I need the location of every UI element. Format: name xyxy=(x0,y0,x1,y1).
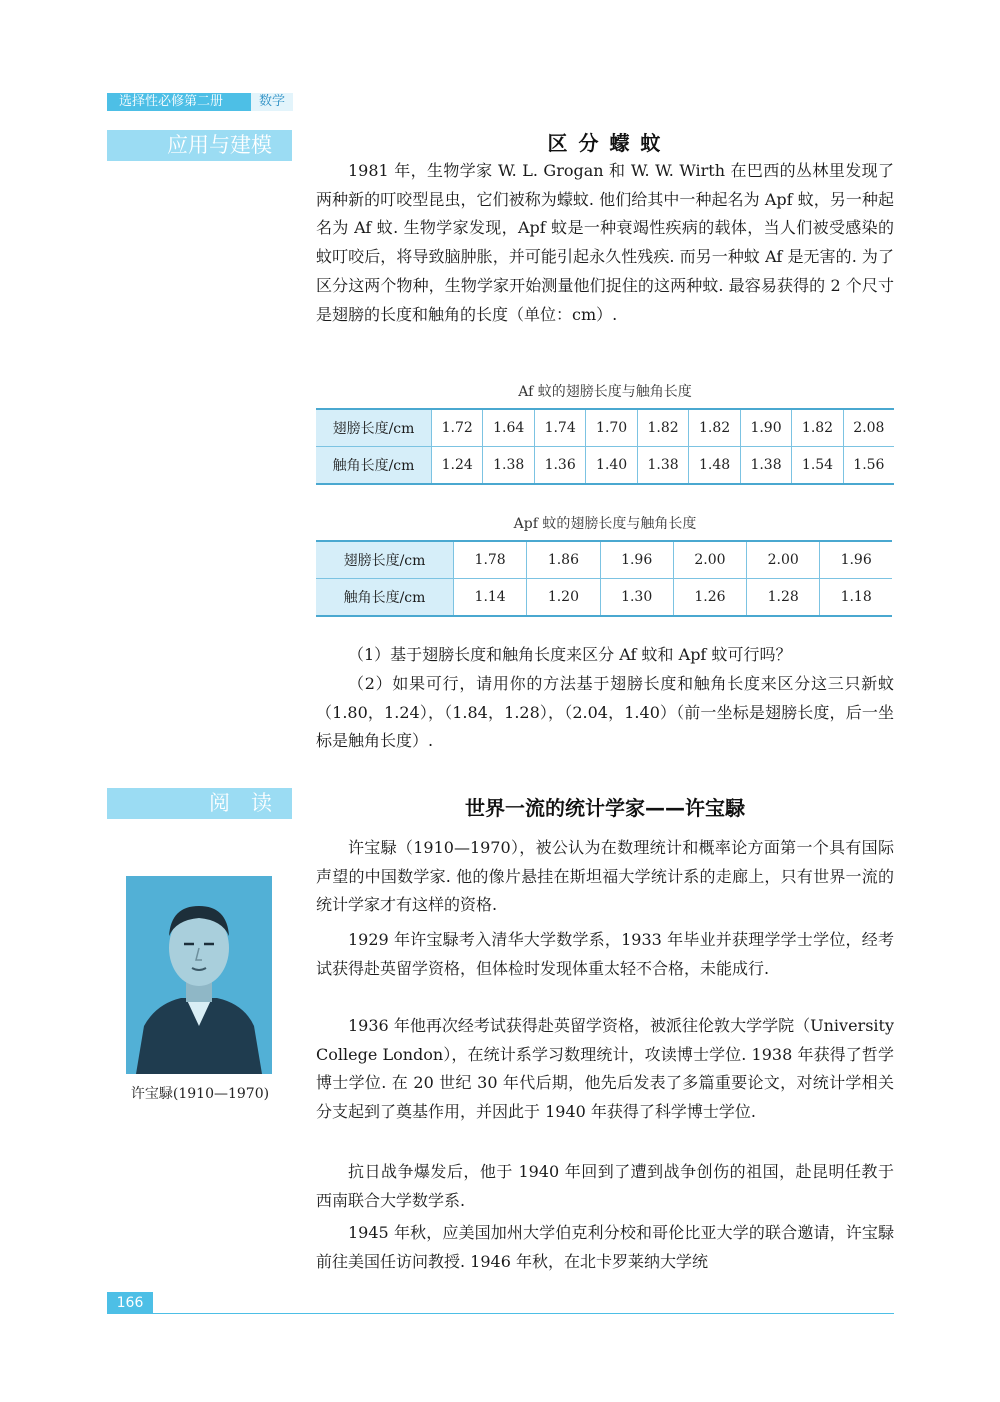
table-cell: 1.36 xyxy=(534,447,585,485)
table-row xyxy=(316,541,892,579)
portrait-illustration xyxy=(126,876,272,1074)
page-number: 166 xyxy=(107,1292,153,1314)
table-cell: 1.74 xyxy=(534,409,585,447)
table-cell: 1.18 xyxy=(820,579,892,617)
table2-caption: Apf 蚊的翅膀长度与触角长度 xyxy=(513,516,697,532)
question-1: （1）基于翅膀长度和触角长度来区分 Af 蚊和 Apf 蚊可行吗？ xyxy=(348,645,792,664)
table-cell: 1.82 xyxy=(792,409,843,447)
table-cell: 1.70 xyxy=(586,409,637,447)
table-cell: 1.38 xyxy=(740,447,791,485)
table-cell: 1.64 xyxy=(483,409,534,447)
reading-paragraph-4: 抗日战争爆发后，他于 1940 年回到了遭到战争创伤的祖国，赴昆明任教于西南联合大学数学系. xyxy=(316,1162,894,1210)
table-cell: 1.82 xyxy=(637,409,688,447)
table1-caption: Af 蚊的翅膀长度与触角长度 xyxy=(518,384,692,400)
book-title: 选择性必修第二册 xyxy=(107,93,251,111)
footer-rule xyxy=(153,1313,894,1314)
reading-title: 世界一流的统计学家——许宝騄 xyxy=(465,796,745,820)
apf-table xyxy=(316,540,892,617)
table-cell: 1.86 xyxy=(527,541,600,579)
table-cell: 1.14 xyxy=(454,579,527,617)
photo-caption: 许宝騄(1910—1970) xyxy=(130,1086,270,1102)
row-label: 翅膀长度/cm xyxy=(316,541,454,579)
table-cell: 1.38 xyxy=(637,447,688,485)
table-cell: 1.54 xyxy=(792,447,843,485)
table-row xyxy=(316,409,894,447)
table-cell: 1.72 xyxy=(432,409,483,447)
subject-label: 数学 xyxy=(251,93,293,111)
table-cell: 1.96 xyxy=(600,541,673,579)
reading-paragraph-1: 许宝騄（1910—1970），被公认为在数理统计和概率论方面第一个具有国际声望的中国数学家. 他的像片悬挂在斯坦福大学统计系的走廊上，只有世界一流的统计学家才有这样的资格. xyxy=(316,838,894,915)
table-cell: 1.82 xyxy=(689,409,740,447)
table-cell: 2.00 xyxy=(673,541,746,579)
row-label: 翅膀长度/cm xyxy=(316,409,432,447)
table-cell: 1.90 xyxy=(740,409,791,447)
table-cell: 1.20 xyxy=(527,579,600,617)
portrait-photo xyxy=(126,876,272,1074)
reading-paragraph-5: 1945 年秋，应美国加州大学伯克利分校和哥伦比亚大学的联合邀请，许宝騄前往美国任访问教授. 1946 年秋，在北卡罗莱纳大学统 xyxy=(316,1223,894,1271)
table-cell: 1.24 xyxy=(432,447,483,485)
table-cell: 2.08 xyxy=(843,409,894,447)
table-cell: 1.78 xyxy=(454,541,527,579)
af-table xyxy=(316,408,894,485)
modeling-title: 区 分 蠓 蚊 xyxy=(547,131,663,155)
table-row xyxy=(316,579,892,617)
table-cell: 1.38 xyxy=(483,447,534,485)
reading-paragraph-3: 1936 年他再次经考试获得赴英留学资格，被派往伦敦大学学院（University College London），在统计系学习数理统计，攻读博士学位. 1938 年获得了哲学博士学位. 在 20 世纪 30 年代后期，他先后发表了多篇重要论文，对统计学相关分支起到了奠基作用，并因此于 1940 年获得了科学博士学位. xyxy=(316,1016,894,1122)
table-cell: 1.40 xyxy=(586,447,637,485)
modeling-paragraph: 1981 年，生物学家 W. L. Grogan 和 W. W. Wirth 在巴西的丛林里发现了两种新的叮咬型昆虫，它们被称为蠓蚊. 他们给其中一种起名为 Apf 蚊，另一种起名为 Af 蚊. 生物学家发现，Apf 蚊是一种衰竭性疾病的载体，当人们被受感染的蚊叮咬后，将导致脑肿胀，并可能引起永久性残疾. 而另一种蚊 Af 是无害的. 为了区分这两个物种，生物学家开始测量他们捉住的这两种蚊. 最容易获得的 2 个尺寸是翅膀的长度和触角的长度（单位：cm）. xyxy=(316,161,894,324)
table-cell: 1.28 xyxy=(747,579,820,617)
section-bar-reading: 阅 读 xyxy=(107,788,292,819)
table-cell: 1.96 xyxy=(820,541,892,579)
reading-paragraph-2: 1929 年许宝騄考入清华大学数学系，1933 年毕业并获理学学士学位，经考试获得赴英留学资格，但体检时发现体重太轻不合格，未能成行. xyxy=(316,930,894,978)
question-2: （2）如果可行，请用你的方法基于翅膀长度和触角长度来区分这三只新蚊（1.80，1.24），（1.84，1.28），（2.04，1.40）（前一坐标是翅膀长度，后一坐标是触角长度）. xyxy=(316,674,894,751)
table-cell: 2.00 xyxy=(747,541,820,579)
section-bar-modeling: 应用与建模 xyxy=(107,130,292,161)
row-label: 触角长度/cm xyxy=(316,579,454,617)
table-cell: 1.56 xyxy=(843,447,894,485)
row-label: 触角长度/cm xyxy=(316,447,432,485)
table-cell: 1.26 xyxy=(673,579,746,617)
table-cell: 1.48 xyxy=(689,447,740,485)
table-cell: 1.30 xyxy=(600,579,673,617)
table-row xyxy=(316,447,894,485)
header-tag xyxy=(107,93,293,111)
